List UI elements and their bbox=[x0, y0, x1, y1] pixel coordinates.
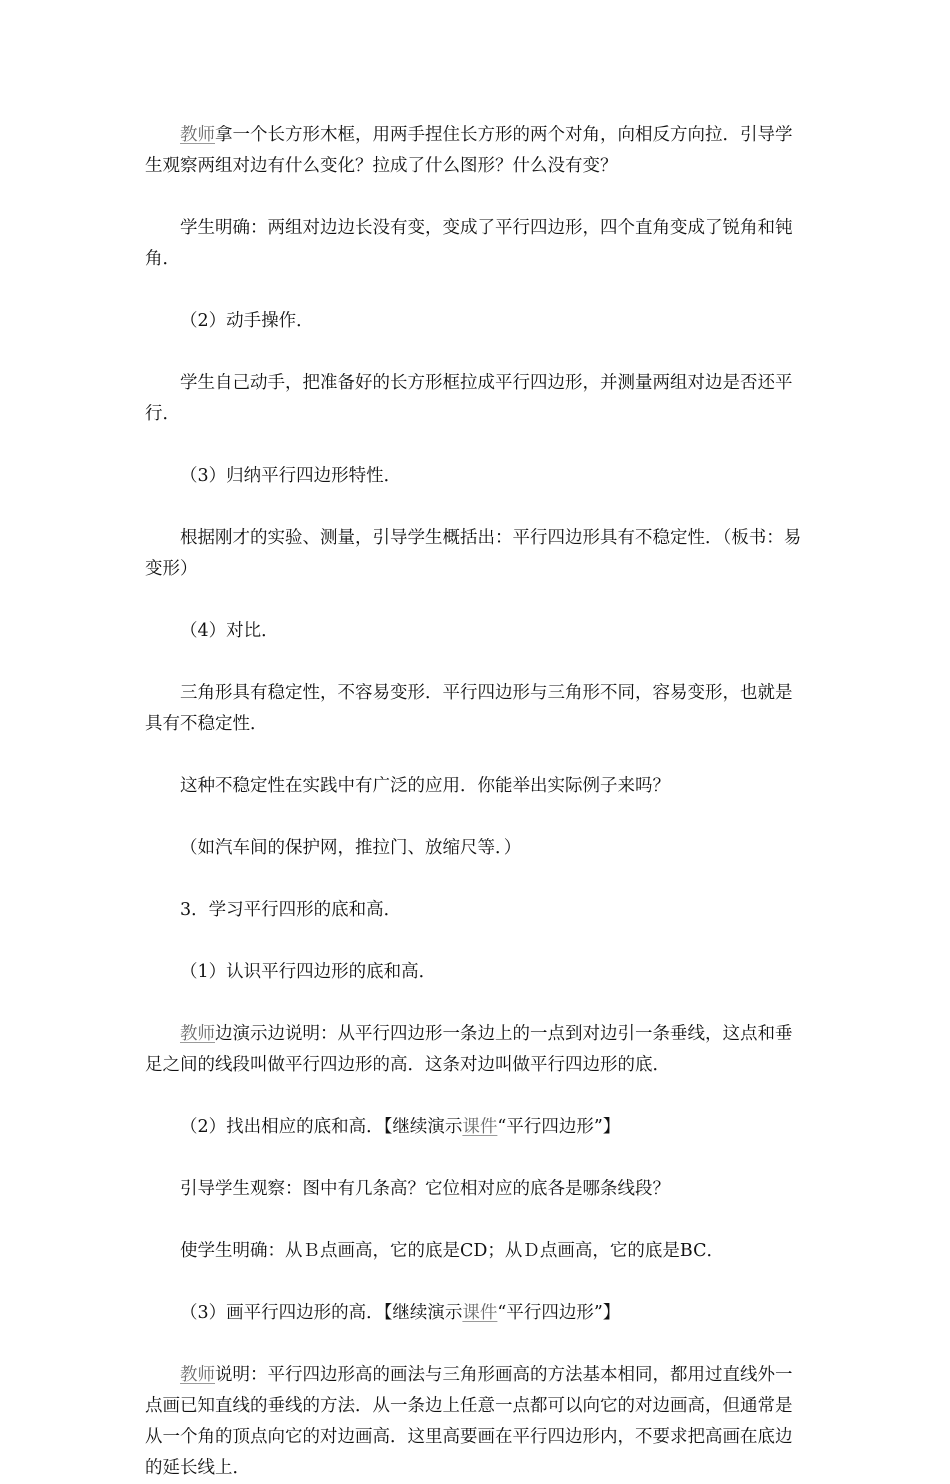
paragraph-text-after: “平行四边形”】 bbox=[497, 1303, 621, 1323]
paragraph-text: 边演示边说明：从平行四边形一条边上的一点到对边引一条垂线，这点和垂足之间的线段叫做平行四边形的高．这条对边叫做平行四边形的底． bbox=[145, 1024, 793, 1075]
paragraph-2 bbox=[145, 213, 809, 275]
paragraph-text: 这种不稳定性在实践中有广泛的应用．你能举出实际例子来吗？ bbox=[180, 776, 670, 796]
courseware-link[interactable]: 课件 bbox=[462, 1303, 498, 1323]
paragraph-text: 使学生明确：从Ｂ点画高，它的底是CD；从Ｄ点画高，它的底是BC． bbox=[180, 1241, 724, 1261]
paragraph-text: （3）画平行四边形的高．【继续演示 bbox=[180, 1303, 463, 1323]
paragraph-text: （2）找出相应的底和高．【继续演示 bbox=[180, 1117, 463, 1137]
document-body bbox=[145, 120, 809, 1484]
paragraph-text: 说明：平行四边形高的画法与三角形画高的方法基本相同，都用过直线外一点画已知直线的垂线的方法．从一条边上任意一点都可以向它的对边画高，但通常是从一个角的顶点向它的对边画高．这里高要画在平行四边形内，不要求把高画在底边的延长线上． bbox=[145, 1365, 793, 1478]
paragraph-12 bbox=[145, 957, 809, 988]
paragraph-text: （2）动手操作． bbox=[180, 311, 314, 331]
paragraph-text: 学生明确：两组对边边长没有变，变成了平行四边形，四个直角变成了锐角和钝角． bbox=[145, 218, 793, 269]
teacher-link[interactable]: 教师 bbox=[180, 1365, 215, 1385]
paragraph-text: 3．学习平行四形的底和高． bbox=[180, 900, 402, 920]
paragraph-text: （4）对比． bbox=[180, 621, 279, 641]
paragraph-13 bbox=[145, 1019, 809, 1081]
paragraph-text: 三角形具有稳定性，不容易变形．平行四边形与三角形不同，容易变形，也就是具有不稳定性． bbox=[145, 683, 793, 734]
paragraph-text: （1）认识平行四边形的底和高． bbox=[180, 962, 437, 982]
paragraph-text: （如汽车间的保护网，推拉门、放缩尺等．） bbox=[180, 838, 522, 858]
paragraph-16 bbox=[145, 1236, 809, 1267]
paragraph-text: 引导学生观察：图中有几条高？它位相对应的底各是哪条线段？ bbox=[180, 1179, 670, 1199]
paragraph-11 bbox=[145, 895, 809, 926]
paragraph-8 bbox=[145, 678, 809, 740]
paragraph-3 bbox=[145, 306, 809, 337]
paragraph-9 bbox=[145, 771, 809, 802]
paragraph-10 bbox=[145, 833, 809, 864]
paragraph-text: （3）归纳平行四边形特性． bbox=[180, 466, 402, 486]
paragraph-15 bbox=[145, 1174, 809, 1205]
paragraph-18 bbox=[145, 1360, 809, 1484]
paragraph-5 bbox=[145, 461, 809, 492]
paragraph-text-after: “平行四边形”】 bbox=[497, 1117, 621, 1137]
paragraph-4 bbox=[145, 368, 809, 430]
paragraph-text: 拿一个长方形木框，用两手捏住长方形的两个对角，向相反方向拉．引导学生观察两组对边有什么变化？拉成了什么图形？什么没有变？ bbox=[145, 125, 793, 176]
teacher-link[interactable]: 教师 bbox=[180, 1024, 215, 1044]
paragraph-text: 根据刚才的实验、测量，引导学生概括出：平行四边形具有不稳定性．（板书：易变形） bbox=[145, 528, 802, 579]
paragraph-14 bbox=[145, 1112, 809, 1143]
courseware-link[interactable]: 课件 bbox=[462, 1117, 498, 1137]
paragraph-7 bbox=[145, 616, 809, 647]
paragraph-1 bbox=[145, 120, 809, 182]
paragraph-17 bbox=[145, 1298, 809, 1329]
paragraph-6 bbox=[145, 523, 809, 585]
teacher-link[interactable]: 教师 bbox=[180, 125, 215, 145]
paragraph-text: 学生自己动手，把准备好的长方形框拉成平行四边形，并测量两组对边是否还平行． bbox=[145, 373, 793, 424]
